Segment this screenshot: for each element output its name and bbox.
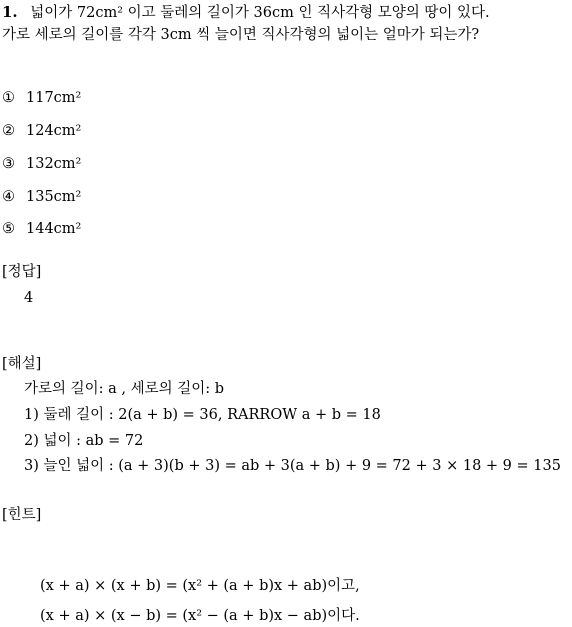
choice-4-text: 135cm² <box>26 189 82 205</box>
hint-line: (x + a) × (x + b) = (x² + (a + b)x + ab)이고, <box>40 578 360 594</box>
choice-2[interactable] <box>2 121 81 141</box>
choice-5[interactable] <box>2 219 81 239</box>
choice-1-text: 117cm² <box>26 90 82 106</box>
question-line-1 <box>2 2 490 23</box>
choice-3-number: ③ <box>2 156 15 172</box>
choice-1[interactable] <box>2 88 81 108</box>
choice-2-text: 124cm² <box>26 123 82 139</box>
answer-label: [정답] <box>2 264 42 280</box>
choice-1-number: ① <box>2 90 15 106</box>
choice-2-number: ② <box>2 123 15 139</box>
question-text-1: 넓이가 72cm² 이고 둘레의 길이가 36cm 인 직사각형 모양의 땅이 있다. <box>30 5 490 21</box>
explanation-line: 가로의 길이: a , 세로의 길이: b <box>24 381 225 397</box>
hint-line: (x + a) × (x − b) = (x² − (a + b)x − ab)이다. <box>40 608 360 624</box>
choice-5-text: 144cm² <box>26 221 82 237</box>
choice-3-text: 132cm² <box>26 156 82 172</box>
hint-label: [힌트] <box>2 507 42 523</box>
question-line-2: 가로 세로의 길이를 각각 3cm 씩 늘이면 직사각형의 넓이는 얼마가 되는가? <box>2 27 480 43</box>
choice-3[interactable] <box>2 154 81 174</box>
choice-4-number: ④ <box>2 189 15 205</box>
choice-4[interactable] <box>2 187 81 207</box>
choice-5-number: ⑤ <box>2 221 15 237</box>
explanation-line: 2) 넓이 : ab = 72 <box>24 433 144 449</box>
explanation-line: 1) 둘레 길이 : 2(a + b) = 36, RARROW a + b = 18 <box>24 407 381 423</box>
answer-value: 4 <box>24 290 34 306</box>
question-number: 1. <box>2 3 18 21</box>
explanation-line: 3) 늘인 넓이 : (a + 3)(b + 3) = ab + 3(a + b) + 9 = 72 + 3 × 18 + 9 = 135 <box>24 458 561 474</box>
explanation-label: [해설] <box>2 356 42 372</box>
